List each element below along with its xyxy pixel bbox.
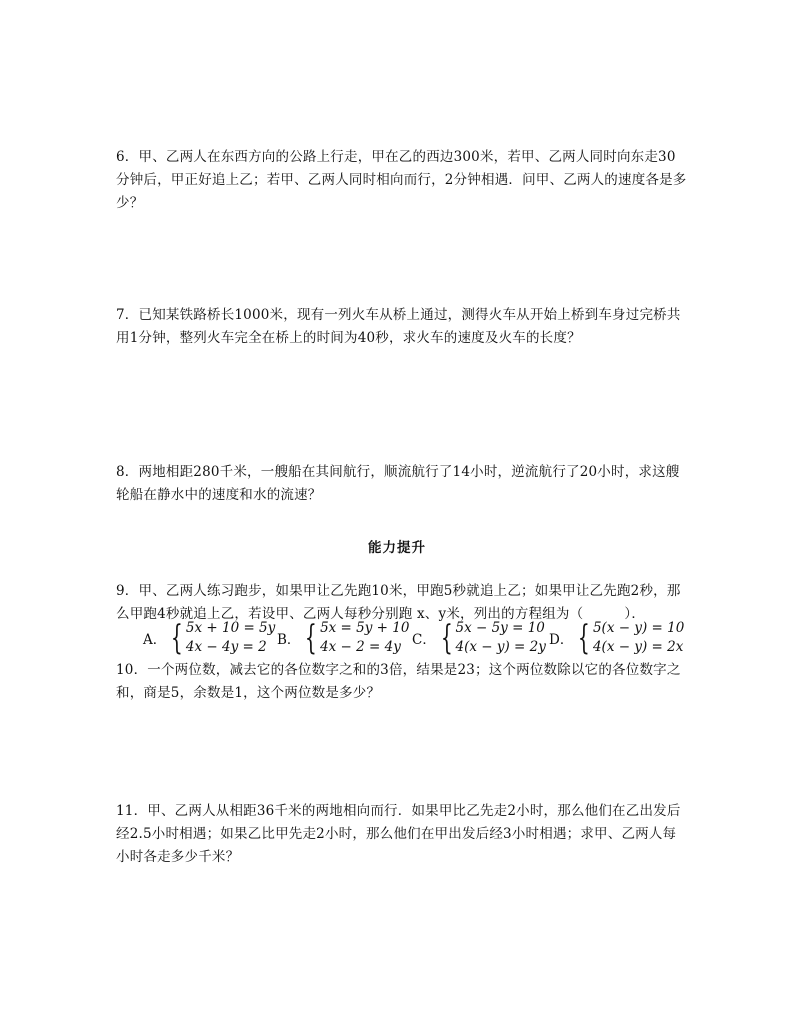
option-a-eq2: 4x − 4y = 2	[185, 639, 267, 655]
problem-11	[116, 800, 688, 869]
option-c	[412, 618, 546, 658]
option-d-eq2: 4(x − y) = 2x	[592, 639, 684, 655]
option-a-eq1: 5x + 10 = 5y	[185, 620, 276, 636]
problem-10	[116, 659, 688, 705]
option-c-eq2: 4(x − y) = 2y	[455, 639, 546, 655]
option-b-letter: B．	[277, 632, 301, 648]
problem-11-text: 11．甲、乙两人从相距36千米的两地相向而行．如果甲比乙先走2小时，那么他们在乙出发后经2.5小时相遇；如果乙比甲先走2小时，那么他们在甲出发后经3小时相遇；求甲、乙两人每小时各走多少千米？	[116, 803, 681, 865]
option-d-eq1: 5(x − y) = 10	[592, 620, 685, 636]
problem-6	[116, 146, 688, 215]
option-a	[143, 618, 275, 658]
problem-8	[116, 461, 688, 507]
option-b-eq1: 5x = 5y + 10	[320, 620, 410, 636]
option-a-equations	[186, 619, 275, 657]
option-d-equations	[593, 619, 684, 657]
brace-icon: {	[578, 618, 591, 658]
problem-10-text: 10．一个两位数，减去它的各位数字之和的3倍，结果是23；这个两位数除以它的各位数字之和，商是5，余数是1，这个两位数是多少？	[116, 662, 681, 701]
problem-9-options	[143, 618, 703, 658]
problem-6-text: 6．甲、乙两人在东西方向的公路上行走，甲在乙的西边300米，若甲、乙两人同时向东走30分钟后，甲正好追上乙；若甲、乙两人同时相向而行，2分钟相遇．问甲、乙两人的速度各是多少？	[116, 149, 687, 211]
problem-7-text: 7．已知某铁路桥长1000米，现有一列火车从桥上通过，测得火车从开始上桥到车身过完桥共用1分钟，整列火车完全在桥上的时间为40秒，求火车的速度及火车的长度？	[116, 307, 681, 346]
brace-icon: {	[305, 618, 318, 658]
problem-7	[116, 304, 688, 350]
option-d-letter: D．	[549, 632, 574, 648]
brace-icon: {	[171, 618, 184, 658]
option-a-letter: A．	[143, 632, 167, 648]
option-c-letter: C．	[412, 632, 436, 648]
section-title: 能力提升	[368, 540, 426, 556]
option-c-equations	[455, 619, 545, 657]
option-c-eq1: 5x − 5y = 10	[455, 620, 545, 636]
brace-icon: {	[440, 618, 453, 658]
option-b-eq2: 4x − 2 = 4y	[320, 639, 401, 655]
option-d	[549, 618, 684, 658]
problem-9-text: 9．甲、乙两人练习跑步，如果甲让乙先跑10米，甲跑5秒就追上乙；如果甲让乙先跑2秒，那么甲跑4秒就追上乙，若设甲、乙两人每秒分别跑 x、y米，列出的方程组为（ ）．	[116, 583, 681, 622]
option-b-equations	[320, 619, 409, 657]
option-b	[277, 618, 409, 658]
problem-8-text: 8．两地相距280千米，一艘船在其间航行，顺流航行了14小时，逆流航行了20小时，求这艘轮船在静水中的速度和水的流速？	[116, 464, 680, 503]
